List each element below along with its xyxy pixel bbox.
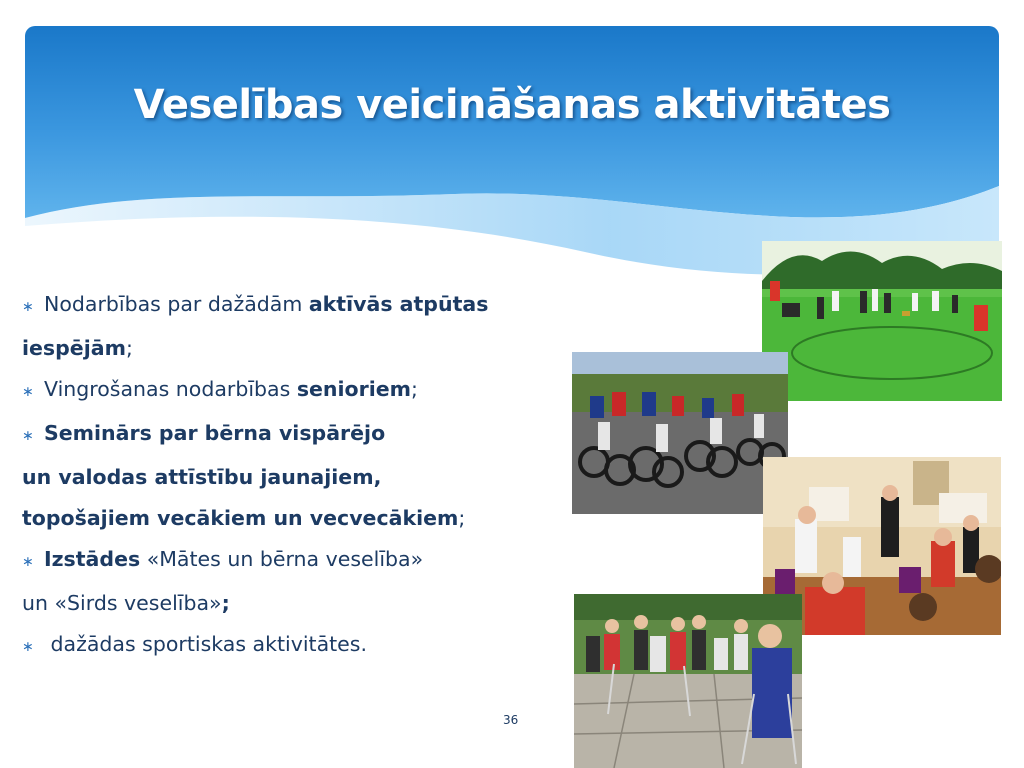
page-number: 36 xyxy=(503,713,519,727)
bullet-bold-text: un valodas attīstību jaunajiem, xyxy=(22,465,382,489)
bullet-text: Vingrošanas nodarbības xyxy=(44,377,297,401)
asterisk-bullet-icon: ∗ xyxy=(22,554,34,570)
bicycle-group-icon xyxy=(572,352,788,514)
bullet-item-4 xyxy=(22,539,582,583)
bullet-bold-text: topošajiem vecākiem un vecvecākiem xyxy=(22,506,459,530)
bullet-bold-text: aktīvās atpūtas xyxy=(308,292,489,316)
bullet-text: ; xyxy=(411,377,418,401)
bullet-bold-text: senioriem xyxy=(296,377,412,401)
photo-nordic-walking xyxy=(574,594,802,768)
bullet-list xyxy=(22,284,582,668)
bullet-text: «Mātes un bērna veselība» xyxy=(140,547,424,571)
seniors-with-poles-icon xyxy=(574,594,802,768)
bullet-text: dažādas sportiskas aktivitātes. xyxy=(44,632,367,656)
bullet-text: ; xyxy=(125,336,133,360)
bullet-item-1-cont xyxy=(22,328,582,369)
slide-title: Veselības veicināšanas aktivitātes xyxy=(133,82,891,128)
asterisk-bullet-icon: ∗ xyxy=(22,428,34,444)
asterisk-bullet-icon: ∗ xyxy=(22,639,34,655)
bullet-bold-text: Seminārs par bērna vispārējo xyxy=(44,421,386,445)
grass-field-people-icon xyxy=(762,241,1002,401)
photo-outdoor-game xyxy=(762,241,1002,401)
bullet-item-3-cont xyxy=(22,457,582,498)
photo-cyclists xyxy=(572,352,788,514)
bullet-bold-text: iespējām xyxy=(22,336,126,360)
asterisk-bullet-icon: ∗ xyxy=(22,384,34,400)
bullet-text: un «Sirds veselība» xyxy=(22,591,222,615)
bullet-bold-text: Izstādes xyxy=(44,547,141,571)
bullet-item-1 xyxy=(22,284,582,328)
bullet-text: Nodarbības par dažādām xyxy=(44,292,309,316)
bullet-item-4-cont xyxy=(22,583,582,624)
bullet-item-3-cont xyxy=(22,498,582,539)
bullet-item-3 xyxy=(22,413,582,457)
asterisk-bullet-icon: ∗ xyxy=(22,299,34,315)
bullet-item-2 xyxy=(22,369,582,413)
bullet-item-5 xyxy=(22,624,582,668)
bullet-text: ; xyxy=(458,506,466,530)
bullet-bold-text: ; xyxy=(221,591,230,615)
